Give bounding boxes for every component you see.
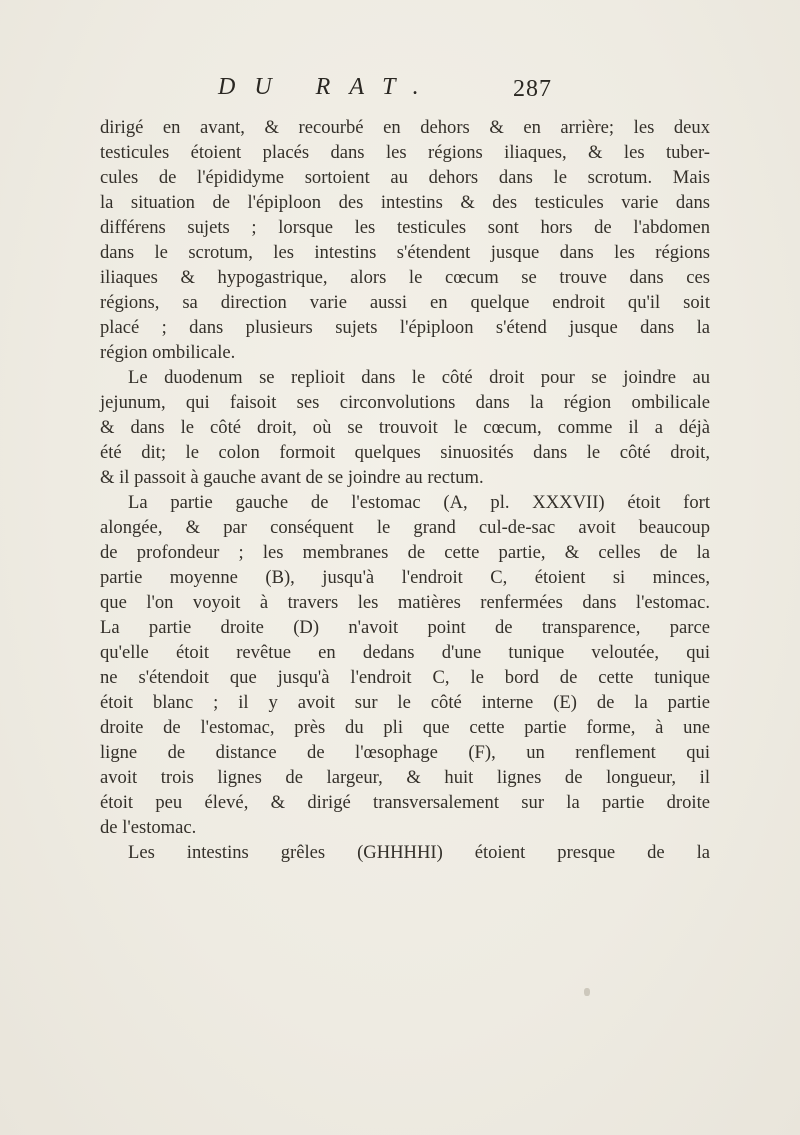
text-line: avoit trois lignes de largeur, & huit lignes de longueur, il [100, 767, 710, 788]
text-line: de l'estomac. [100, 817, 197, 838]
text-line: étoit blanc ; il y avoit sur le côté interne (E) de la partie [100, 692, 710, 713]
text-line: jejunum, qui faisoit ses circonvolutions dans la région ombilicale [100, 392, 710, 413]
page-header [0, 64, 800, 104]
text-line: alongée, & par conséquent le grand cul-de-sac avoit beaucoup [100, 517, 710, 538]
text-line: La partie gauche de l'estomac (A, pl. XXXVII) étoit fort [128, 492, 710, 513]
text-line: iliaques & hypogastrique, alors le cœcum se trouve dans ces [100, 267, 710, 288]
text-line: ligne de distance de l'œsophage (F), un renflement qui [100, 742, 710, 763]
text-line: régions, sa direction varie aussi en quelque endroit qu'il soit [100, 292, 710, 313]
text-line: différens sujets ; lorsque les testicules sont hors de l'abdomen [100, 217, 710, 238]
running-title: DU RAT. [218, 74, 438, 100]
text-line: dirigé en avant, & recourbé en dehors & en arrière; les deux [100, 117, 710, 138]
text-line: qu'elle étoit revêtue en dedans d'une tunique veloutée, qui [100, 642, 710, 663]
text-line: testicules étoient placés dans les régions iliaques, & les tuber- [100, 142, 710, 163]
text-line: ne s'étendoit que jusqu'à l'endroit C, le bord de cette tunique [100, 667, 710, 688]
body-text [100, 115, 710, 865]
text-line: La partie droite (D) n'avoit point de transparence, parce [100, 617, 710, 638]
text-line: partie moyenne (B), jusqu'à l'endroit C, étoient si minces, [100, 567, 710, 588]
text-line: Les intestins grêles (GHHHHI) étoient presque de la [128, 842, 710, 863]
text-line: que l'on voyoit à travers les matières renfermées dans l'estomac. [100, 592, 710, 613]
text-line: droite de l'estomac, près du pli que cette partie forme, à une [100, 717, 710, 738]
text-line: étoit peu élevé, & dirigé transversalement sur la partie droite [100, 792, 710, 813]
ink-speck [584, 988, 590, 996]
text-line: dans le scrotum, les intestins s'étendent jusque dans les régions [100, 242, 710, 263]
text-line: & dans le côté droit, où se trouvoit le cœcum, comme il a déjà [100, 417, 710, 438]
text-line: cules de l'épididyme sortoient au dehors dans le scrotum. Mais [100, 167, 710, 188]
text-line: de profondeur ; les membranes de cette partie, & celles de la [100, 542, 710, 563]
text-line: été dit; le colon formoit quelques sinuosités dans le côté droit, [100, 442, 710, 463]
text-line: placé ; dans plusieurs sujets l'épiploon s'étend jusque dans la [100, 317, 710, 338]
text-line: région ombilicale. [100, 342, 236, 363]
text-line: Le duodenum se replioit dans le côté droit pour se joindre au [128, 367, 710, 388]
text-line: & il passoit à gauche avant de se joindre au rectum. [100, 467, 484, 488]
page-number: 287 [513, 76, 552, 102]
text-line: la situation de l'épiploon des intestins & des testicules varie dans [100, 192, 710, 213]
